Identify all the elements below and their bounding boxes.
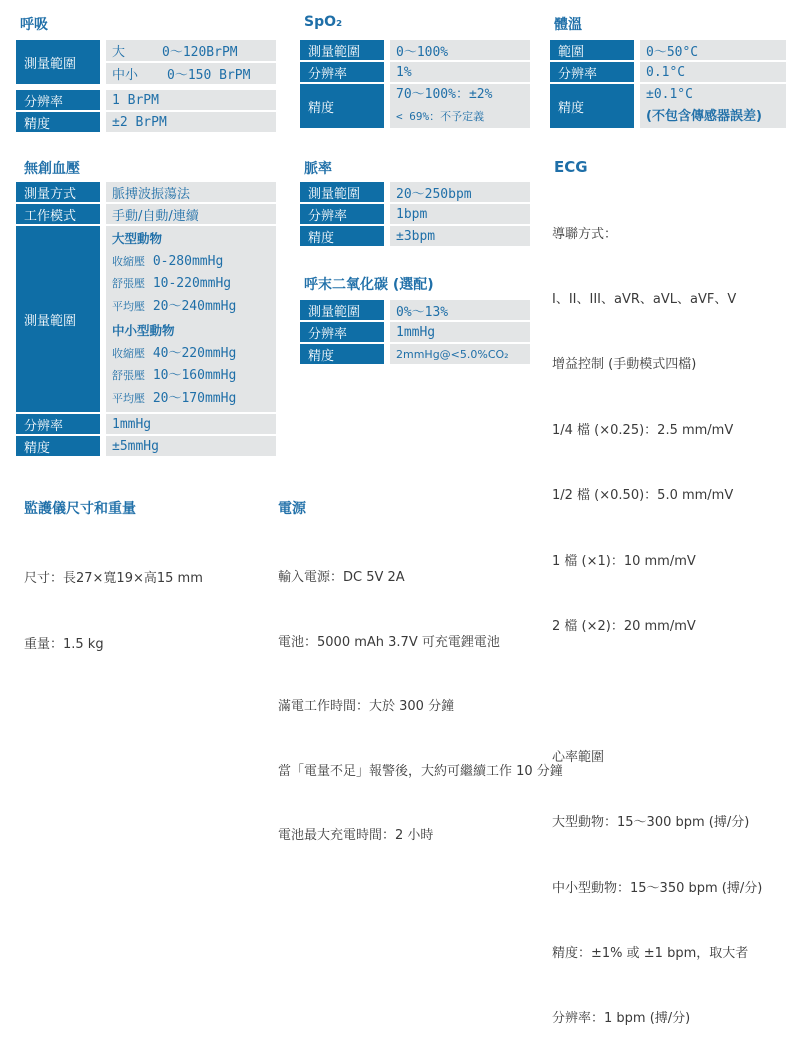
power-line: 電池：5000 mAh 3.7V 可充電鋰電池 (278, 634, 500, 650)
power-line: 輸入電源：DC 5V 2A (278, 570, 405, 585)
etco2-range-label: 測量範圍 (300, 300, 384, 320)
resp-res-label: 分辨率 (16, 90, 100, 110)
size-text (24, 524, 203, 678)
resp-table (16, 38, 276, 134)
pr-res-value: 1bpm (390, 204, 530, 224)
resp-title: 呼吸 (20, 17, 48, 33)
resp-range-large: 大 0～120BrPM (106, 40, 276, 61)
spo2-range-label: 測量範圍 (300, 40, 384, 60)
resp-res-value: 1 BrPM (106, 90, 276, 110)
etco2-acc-label: 精度 (300, 344, 384, 364)
etco2-table (300, 298, 530, 366)
etco2-range-value: 0%～13% (390, 300, 530, 320)
nibp-res-value: 1mmHg (106, 414, 276, 434)
spo2-range-value: 0～100% (390, 40, 530, 60)
etco2-res-label: 分辨率 (300, 322, 384, 342)
resp-range-label: 測量範圍 (16, 40, 100, 84)
nibp-table (16, 180, 276, 458)
pr-title: 脈率 (304, 161, 332, 177)
nibp-range-value: 大型動物 收縮壓 0-280mmHg 舒張壓 10-220mmHg 平均壓 20～240mmHg 中小型動物 收縮壓 40～220mmHg 舒張壓 10～160mmHg 平均壓 20～170mmHg (106, 226, 276, 412)
ecg-text (552, 180, 762, 1052)
power-line: 當「電量不足」報警後，大約可繼續工作 10 分鐘 (278, 763, 563, 779)
spo2-title: SpO₂ (304, 14, 343, 30)
ecg-line: 分辨率：1 bpm (搏/分) (552, 1011, 691, 1027)
pr-table (300, 180, 530, 248)
nibp-mode-value: 手動/自動/連續 (106, 204, 276, 224)
resp-range-small: 中小 0～150 BrPM (106, 63, 276, 84)
nibp-acc-label: 精度 (16, 436, 100, 456)
pr-acc-value: ±3bpm (390, 226, 530, 246)
temp-range-value: 0～50°C (640, 40, 786, 60)
nibp-method-label: 測量方式 (16, 182, 100, 202)
ecg-line: 2 檔 (×2)：20 mm/mV (552, 618, 696, 634)
temp-acc-label: 精度 (550, 84, 634, 128)
ecg-title: ECG (554, 158, 588, 176)
size-title: 監護儀尺寸和重量 (24, 501, 136, 517)
spo2-acc-value: 70～100%：±2% < 69%：不予定義 (390, 84, 530, 128)
ecg-line: I、II、III、aVR、aVL、aVF、V (552, 291, 737, 307)
temp-table (550, 38, 786, 130)
size-line: 尺寸：長27×寬19×高15 mm (24, 571, 203, 586)
ecg-line: 心率範圍 (552, 749, 605, 765)
nibp-res-label: 分辨率 (16, 414, 100, 434)
ecg-line: 中小型動物：15～350 bpm (搏/分) (552, 880, 763, 896)
weight-line: 重量：1.5 kg (24, 637, 104, 652)
power-text (278, 524, 563, 868)
temp-range-label: 範圍 (550, 40, 634, 60)
spo2-table (300, 38, 530, 130)
etco2-acc-value: 2mmHg@<5.0%CO₂ (390, 344, 530, 364)
ecg-line: 導聯方式： (552, 226, 618, 242)
resp-acc-value: ±2 BrPM (106, 112, 276, 132)
power-line: 滿電工作時間：大於 300 分鐘 (278, 699, 455, 714)
spo2-res-label: 分辨率 (300, 62, 384, 82)
ecg-line: 1 檔 (×1)：10 mm/mV (552, 553, 696, 569)
power-title: 電源 (278, 501, 306, 517)
temp-title: 體溫 (554, 17, 582, 33)
nibp-title: 無創血壓 (24, 161, 80, 177)
spo2-acc-label: 精度 (300, 84, 384, 128)
temp-res-label: 分辨率 (550, 62, 634, 82)
ecg-line (552, 681, 762, 703)
power-line: 電池最大充電時間：2 小時 (278, 828, 434, 843)
pr-res-label: 分辨率 (300, 204, 384, 224)
etco2-title: 呼末二氧化碳 (選配) (304, 277, 434, 293)
resp-acc-label: 精度 (16, 112, 100, 132)
nibp-method-value: 脈搏波振蕩法 (106, 182, 276, 202)
nibp-acc-value: ±5mmHg (106, 436, 276, 456)
temp-acc-value: ±0.1°C (不包含傳感器誤差) (640, 84, 786, 128)
spo2-res-value: 1% (390, 62, 530, 82)
ecg-line: 1/2 檔 (×0.50)：5.0 mm/mV (552, 488, 734, 504)
temp-res-value: 0.1°C (640, 62, 786, 82)
ecg-line: 大型動物：15～300 bpm (搏/分) (552, 815, 750, 831)
pr-range-value: 20～250bpm (390, 182, 530, 202)
ecg-line: 精度：±1% 或 ±1 bpm，取大者 (552, 945, 749, 961)
pr-acc-label: 精度 (300, 226, 384, 246)
nibp-mode-label: 工作模式 (16, 204, 100, 224)
etco2-res-value: 1mmHg (390, 322, 530, 342)
nibp-range-label: 測量範圍 (16, 226, 100, 412)
ecg-line: 增益控制 (手動模式四檔) (552, 357, 697, 373)
ecg-line: 1/4 檔 (×0.25)：2.5 mm/mV (552, 422, 734, 438)
pr-range-label: 測量範圍 (300, 182, 384, 202)
